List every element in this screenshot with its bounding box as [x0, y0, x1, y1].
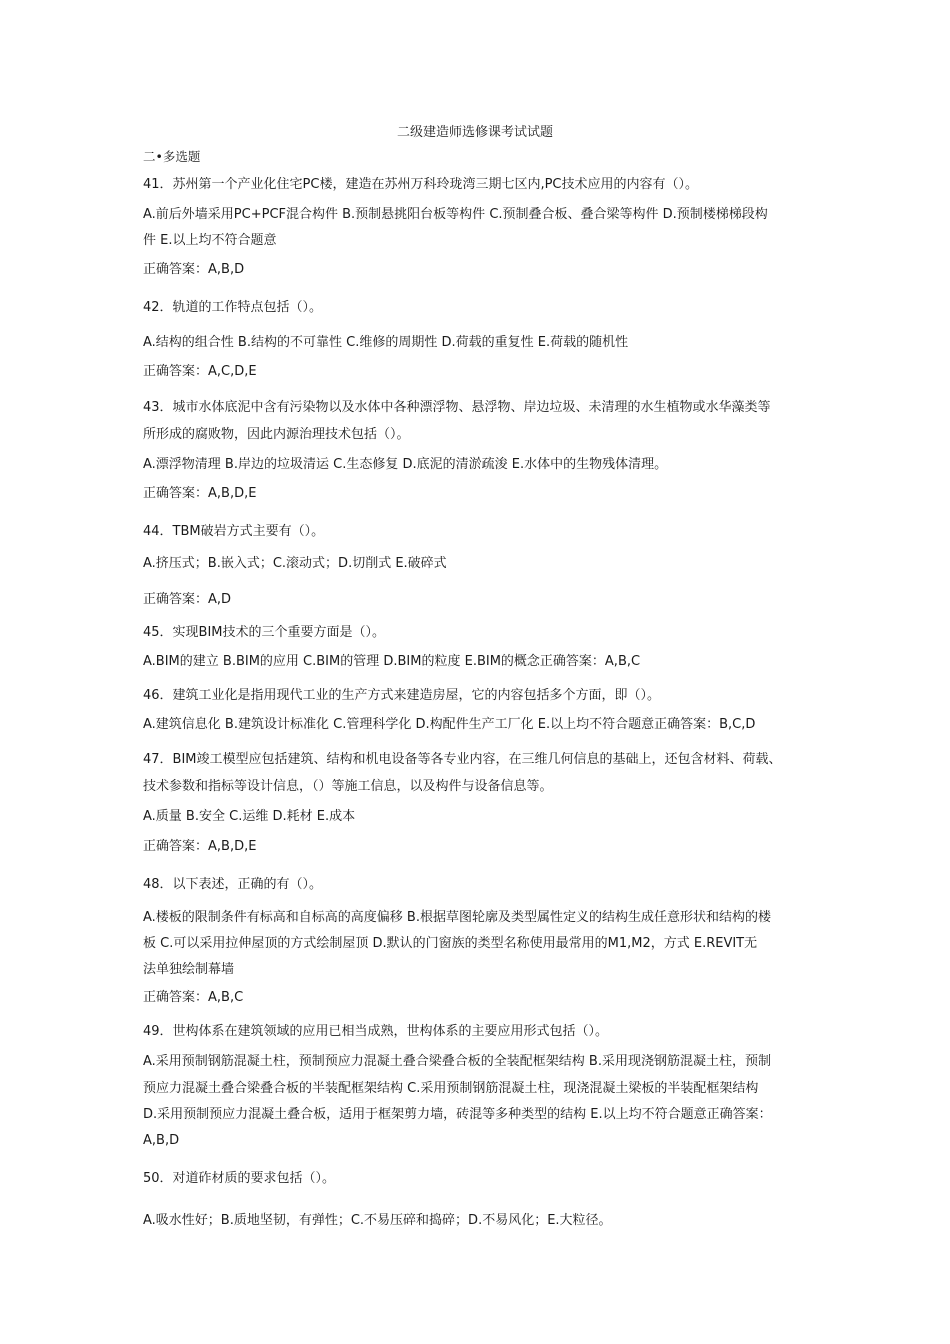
question-41-stem: 41．苏州第一个产业化住宅PC楼，建造在苏州万科玲珑湾三期七区内,PC技术应用的内容有（）。	[143, 177, 699, 192]
document-title: 二级建造师选修课考试试题	[396, 125, 553, 140]
question-46-stem: 46．建筑工业化是指用现代工业的生产方式来建造房屋，它的内容包括多个方面，即（）。	[143, 688, 661, 703]
question-44-stem: 44．TBM破岩方式主要有（）。	[143, 524, 325, 539]
question-49-stem: 49．世构体系在建筑领域的应用已相当成熟，世构体系的主要应用形式包括（）。	[143, 1024, 609, 1039]
question-42-options: A.结构的组合性 B.结构的不可靠性 C.维修的周期性 D.荷载的重复性 E.荷载的随机性	[143, 335, 629, 350]
question-47-answer: 正确答案：A,B,D,E	[143, 839, 257, 854]
question-44-answer: 正确答案：A,D	[143, 592, 232, 607]
question-47-stem-line-2: 技术参数和指标等设计信息，（）等施工信息，以及构件与设备信息等。	[143, 779, 553, 794]
question-43-options: A.漂浮物清理 B.岸边的垃圾清运 C.生态修复 D.底泥的清淤疏浚 E.水体中的生物残体清理。	[143, 457, 668, 472]
question-49-options-line-3: D.采用预制预应力混凝土叠合板，适用于框架剪力墙，砖混等多种类型的结构 E.以上均不符合题意正确答案：	[143, 1107, 772, 1122]
question-48-stem: 48．以下表述，正确的有（）。	[143, 877, 323, 892]
question-43-stem-line-2: 所形成的腐败物，因此内源治理技术包括（）。	[143, 427, 410, 442]
question-41-options-line-1: A.前后外墙采用PC+PCF混合构件 B.预制悬挑阳台板等构件 C.预制叠合板、叠合梁等构件 D.预制楼梯梯段构	[143, 207, 768, 222]
question-42-stem: 42．轨道的工作特点包括（）。	[143, 300, 323, 315]
question-48-options-line-1: A.楼板的限制条件有标高和自标高的高度偏移 B.根据草图轮廓及类型属性定义的结构生成任意形状和结构的楼	[143, 910, 771, 925]
question-44-options: A.挤压式；B.嵌入式；C.滚动式；D.切削式 E.破碎式	[143, 556, 447, 571]
question-45-options: A.BIM的建立 B.BIM的应用 C.BIM的管理 D.BIM的粒度 E.BIM的概念正确答案：A,B,C	[143, 654, 641, 669]
question-46-options: A.建筑信息化 B.建筑设计标准化 C.管理科学化 D.构配件生产工厂化 E.以上均不符合题意正确答案：B,C,D	[143, 717, 756, 732]
question-50-options: A.吸水性好；B.质地坚韧，有弹性；C.不易压碎和捣碎；D.不易风化；E.大粒径。	[143, 1213, 612, 1228]
question-43-stem-line-1: 43．城市水体底泥中含有污染物以及水体中各种漂浮物、悬浮物、岸边垃圾、未清理的水生植物或水华藻类等	[143, 400, 771, 415]
question-41-options-line-2: 件 E.以上均不符合题意	[143, 233, 277, 248]
question-45-stem: 45．实现BIM技术的三个重要方面是（）。	[143, 625, 386, 640]
question-49-options-line-1: A.采用预制钢筋混凝土柱，预制预应力混凝土叠合梁叠合板的全装配框架结构 B.采用现浇钢筋混凝土柱，预制	[143, 1054, 771, 1069]
question-47-options: A.质量 B.安全 C.运维 D.耗材 E.成本	[143, 809, 356, 824]
question-48-options-line-2: 板 C.可以采用拉伸屋顶的方式绘制屋顶 D.默认的门窗族的类型名称使用最常用的M1,M2，方式 E.REVIT无	[143, 936, 758, 951]
question-42-answer: 正确答案：A,C,D,E	[143, 364, 257, 379]
section-heading: 二•多选题	[143, 149, 201, 164]
question-43-answer: 正确答案：A,B,D,E	[143, 486, 257, 501]
question-48-options-line-3: 法单独绘制幕墙	[143, 962, 235, 977]
question-48-answer: 正确答案：A,B,C	[143, 990, 244, 1005]
question-49-options-line-4: A,B,D	[143, 1133, 180, 1148]
question-49-options-line-2: 预应力混凝土叠合梁叠合板的半装配框架结构 C.采用预制钢筋混凝土柱，现浇混凝土梁板的半装配框架结构	[143, 1081, 759, 1096]
question-47-stem-line-1: 47．BIM竣工模型应包括建筑、结构和机电设备等各专业内容，在三维几何信息的基础上，还包含材料、荷载、	[143, 752, 782, 767]
question-41-answer: 正确答案：A,B,D	[143, 262, 245, 277]
question-50-stem: 50．对道砟材质的要求包括（）。	[143, 1171, 336, 1186]
